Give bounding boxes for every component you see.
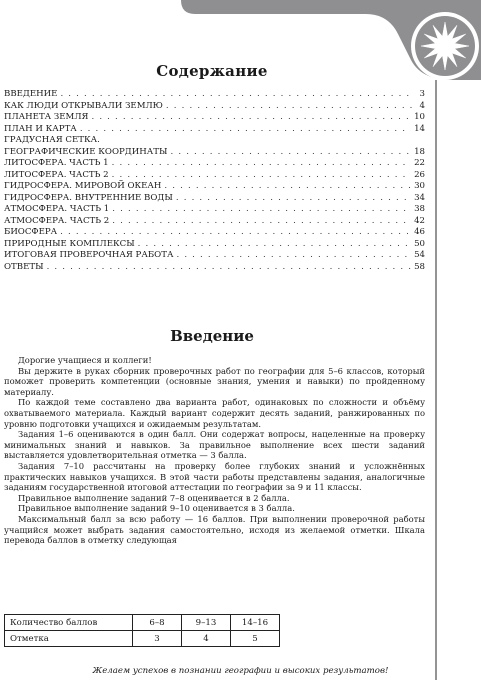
toc-item <box>4 158 425 170</box>
table-cell: 4 <box>182 631 231 647</box>
intro-paragraph: Максимальный балл за всю работу — 16 баллов. При выполнении проверочной работы учащийся может выбрать задания самостоятельно, исходя из желаемой отметки. Шкала перевода баллов в отметку следующая <box>4 513 425 546</box>
toc-item-page: 34 <box>414 192 425 203</box>
toc-item-page: 30 <box>414 181 425 191</box>
toc-item-page: 22 <box>414 158 425 168</box>
toc-item-label: КАК ЛЮДИ ОТКРЫВАЛИ ЗЕМЛЮ <box>4 100 163 111</box>
toc-item-page: 10 <box>414 112 425 122</box>
toc-item <box>4 147 425 159</box>
toc-item <box>4 181 425 193</box>
toc-item-label: ГЕОГРАФИЧЕСКИЕ КООРДИНАТЫ <box>4 146 168 157</box>
toc-item-page: 50 <box>414 238 425 249</box>
toc-leader-dots <box>112 216 411 228</box>
toc-item <box>4 124 425 136</box>
toc-item-label: ЛИТОСФЕРА. ЧАСТЬ 1 <box>4 158 109 168</box>
toc-item-label: ПЛАНЕТА ЗЕМЛЯ <box>4 112 89 122</box>
toc-item-page: 46 <box>414 227 425 237</box>
intro-paragraph: Правильное выполнение заданий 9–10 оценивается в 3 балла. <box>18 503 295 514</box>
toc-item-label: ПРИРОДНЫЕ КОМПЛЕКСЫ <box>4 238 135 249</box>
toc-leader-dots <box>60 89 412 101</box>
toc-item <box>4 89 425 101</box>
toc-leader-dots <box>166 101 412 113</box>
toc-item-label: ГИДРОСФЕРА. ВНУТРЕННИЕ ВОДЫ <box>4 192 173 203</box>
table-cell: 14–16 <box>231 615 280 631</box>
toc-leader-dots <box>164 181 411 193</box>
table-cell: Количество баллов <box>5 615 133 631</box>
toc-leader-dots <box>47 262 412 274</box>
toc-item-page: 58 <box>414 261 425 272</box>
toc-leader-dots <box>91 112 411 124</box>
intro-paragraph: Вы держите в руках сборник проверочных работ по географии для 5–6 классов, который поможет проверить компетенции (основные знания, умения и навыки) по пройденному материалу. <box>4 365 425 397</box>
toc-leader-dots <box>112 204 411 216</box>
toc-item-page: 4 <box>419 100 425 111</box>
table-cell: 3 <box>133 631 182 647</box>
toc-leader-dots <box>138 239 411 251</box>
table-cell: 9–13 <box>182 615 231 631</box>
intro-paragraph: По каждой теме составлено два варианта работ, одинаковых по сложности и объёму охватываемого материала. Каждый вариант содержит десять заданий, ранжированных по уровню подготовки учащихся и ожидаемым результатам. <box>4 397 425 429</box>
toc-item-label: АТМОСФЕРА. ЧАСТЬ 1 <box>4 204 110 214</box>
intro-text <box>4 355 425 546</box>
toc-item <box>4 101 425 113</box>
toc-item-page: 18 <box>414 146 425 157</box>
toc-item-page: 54 <box>414 250 425 260</box>
table-cell: 5 <box>231 631 280 647</box>
intro-paragraph: Задания 1–6 оцениваются в один балл. Они содержат вопросы, нацеленные на проверку минимальных знаний и навыков. За правильное выполнение всех шести заданий выставляется удовлетворительная отметка — 3 балла. <box>4 429 425 461</box>
toc-item-label: АТМОСФЕРА. ЧАСТЬ 2 <box>4 215 110 226</box>
toc-item-label: ВВЕДЕНИЕ <box>4 89 58 99</box>
toc-leader-dots <box>80 124 411 136</box>
toc-item <box>4 250 425 262</box>
intro-paragraph: Дорогие учащиеся и коллеги! <box>18 355 152 365</box>
table-row <box>5 615 280 631</box>
table-cell: Отметка <box>5 631 133 647</box>
toc-leader-dots <box>60 227 411 239</box>
toc-item-page: 26 <box>414 169 425 180</box>
toc-leader-dots <box>112 158 411 170</box>
toc-item-page: 3 <box>419 89 425 99</box>
toc-item-label: БИОСФЕРА <box>4 227 58 237</box>
toc-item <box>4 204 425 216</box>
toc-leader-dots <box>112 170 411 182</box>
toc-item-label: ГИДРОСФЕРА. МИРОВОЙ ОКЕАН <box>4 181 162 191</box>
toc-item-page: 42 <box>414 215 425 226</box>
toc-leader-dots <box>170 147 411 159</box>
toc-item-page: 14 <box>414 123 425 134</box>
intro-paragraph: Задания 7–10 рассчитаны на проверку более глубоких знаний и усложнённых практических навыков учащихся. В этой части работы представлены задания, аналогичные заданиям государственной итоговой аттестации по географии за 9 и 11 классы. <box>4 460 425 493</box>
toc-item <box>4 239 425 251</box>
toc-item <box>4 135 425 147</box>
intro-title: Введение <box>170 327 254 345</box>
closing-wish: Желаем успехов в познании географии и высоких результатов! <box>92 666 389 676</box>
toc-leader-dots <box>176 193 411 205</box>
intro-paragraph: Правильное выполнение заданий 7–8 оценивается в 2 балла. <box>18 492 290 503</box>
toc-item-label: ОТВЕТЫ <box>4 261 44 272</box>
toc-title: Содержание <box>156 62 268 80</box>
toc-item <box>4 112 425 124</box>
toc-item-page: 38 <box>414 204 425 214</box>
table-cell: 6–8 <box>133 615 182 631</box>
toc-item-label: ГРАДУСНАЯ СЕТКА. <box>4 135 100 145</box>
toc-item-label: ИТОГОВАЯ ПРОВЕРОЧНАЯ РАБОТА <box>4 250 174 260</box>
toc-item <box>4 193 425 205</box>
toc-item <box>4 216 425 228</box>
toc-leader-dots <box>176 250 411 262</box>
toc-item <box>4 227 425 239</box>
table-row <box>5 631 280 647</box>
toc-item-label: ЛИТОСФЕРА. ЧАСТЬ 2 <box>4 169 109 180</box>
toc-item <box>4 262 425 274</box>
grade-scale-table <box>4 614 280 647</box>
toc-item <box>4 170 425 182</box>
toc-item-label: ПЛАН И КАРТА <box>4 123 77 134</box>
table-of-contents <box>4 89 425 273</box>
